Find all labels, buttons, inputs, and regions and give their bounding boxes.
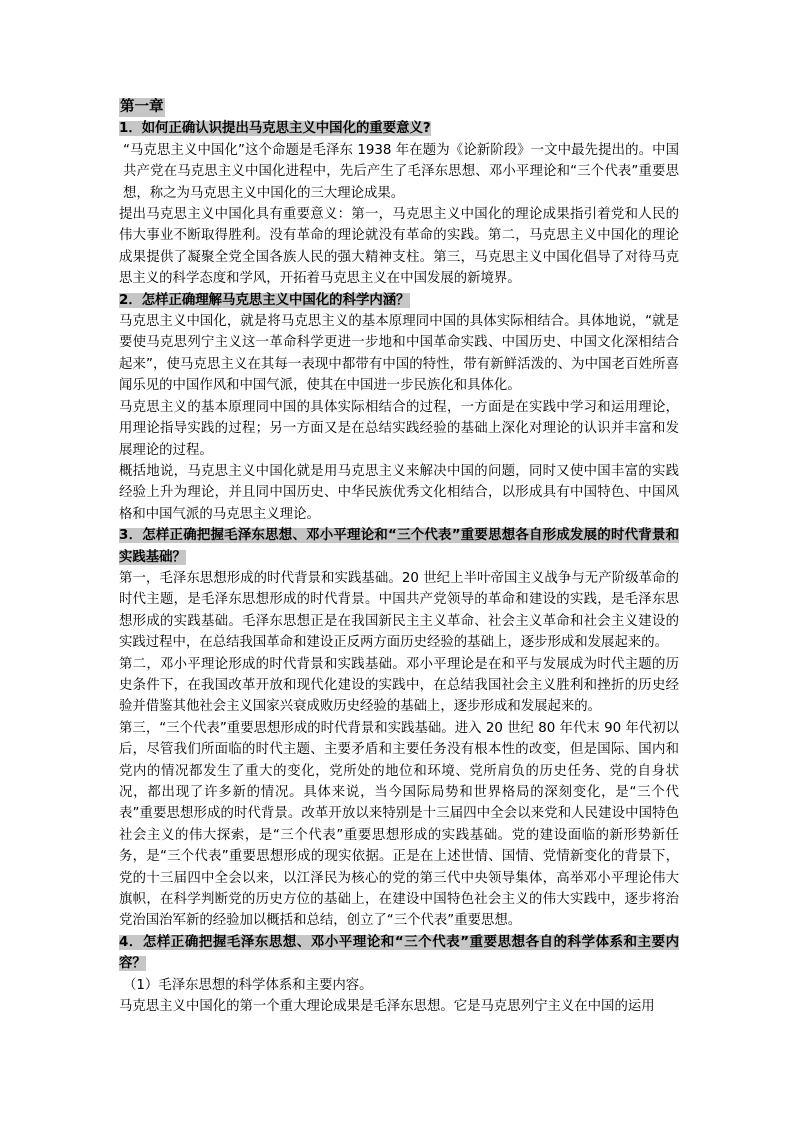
paragraph: 马克思主义中国化，就是将马克思主义的基本原理同中国的具体实际相结合。具体地说，“就是要使马克思列宁主义这一革命科学更进一步地和中国革命实践、中国历史、中国文化深相结合起来”，使马克思主义在其每一表现中都带有中国的特性，带有新鲜活泼的、为中国老百姓所喜闻乐见的中国作风和中国气派，使其在中国进一步民族化和具体化。 [119, 314, 679, 394]
paragraph: 马克思主义的基本原理同中国的具体实际相结合的过程，一方面是在实践中学习和运用理论，用理论指导实践的过程；另一方面又是在总结实践经验的基础上深化对理论的认识并丰富和发展理论的过程。 [119, 399, 679, 458]
paragraph: 第二，邓小平理论形成的时代背景和实践基础。邓小平理论是在和平与发展成为时代主题的历史条件下，在我国改革开放和现代化建设的实践中，在总结我国社会主义胜利和挫折的历史经验并借鉴其他社会主义国家兴衰成败历史经验的基础上，逐步形成和发展起来的。 [119, 656, 679, 715]
document-page [119, 97, 679, 1017]
chapter-title: 第一章 [120, 99, 164, 115]
paragraph: （1）毛泽东思想的科学体系和主要内容。 [123, 977, 373, 993]
paragraph: “马克思主义中国化”这个命题是毛泽东 1938 年在题为《论新阶段》一文中最先提出的。中国共产党在马克思主义中国化进程中，先后产生了毛泽东思想、邓小平理论和“三个代表”重要思想，称之为马克思主义中国化的三大理论成果。 [123, 142, 679, 201]
section-2 [119, 290, 679, 525]
section-3 [119, 525, 679, 932]
paragraph: 第三，“三个代表”重要思想形成的时代背景和实践基础。进入 20 世纪 80 年代末 90 年代初以后，尽管我们所面临的时代主题、主要矛盾和主要任务没有根本性的改变，但是国际、国内和党内的情况都发生了重大的变化，党所处的地位和环境、党所肩负的历史任务、党的自身状况，都出现了许多新的情况。具体来说，当今国际局势和世界格局的深刻变化，是“三个代表”重要思想形成的时代背景。改革开放以来特别是十三届四中全会以来党和人民建设中国特色社会主义的伟大探索，是“三个代表”重要思想形成的实践基础。党的建设面临的新形势新任务，是“三个代表”重要思想形成的现实依据。正是在上述世情、国情、党情新变化的背景下，党的十三届四中全会以来，以江泽民为核心的党的第三代中央领导集体，高举邓小平理论伟大旗帜，在科学判断党的历史方位的基础上，在建设中国特色社会主义的伟大实践中，逐步将治党治国治军新的经验加以概括和总结，创立了“三个代表”重要思想。 [119, 720, 679, 929]
question-heading: 4．怎样正确把握毛泽东思想、邓小平理论和“三个代表”重要思想各自的科学体系和主要内容？ [119, 934, 679, 972]
paragraph: 提出马克思主义中国化具有重要意义：第一，马克思主义中国化的理论成果指引着党和人民的伟大事业不断取得胜利。没有革命的理论就没有革命的实践。第二，马克思主义中国化的理论成果提供了凝聚全党全国各族人民的强大精神支柱。第三，马克思主义中国化倡导了对待马克思主义的科学态度和学风，开拓着马克思主义在中国发展的新境界。 [119, 207, 679, 287]
section-4 [119, 932, 679, 1018]
section-1 [119, 118, 679, 289]
question-heading: 3．怎样正确把握毛泽东思想、邓小平理论和“三个代表”重要思想各自形成发展的时代背景和实践基础？ [119, 528, 679, 565]
paragraph: 概括地说，马克思主义中国化就是用马克思主义来解决中国的问题，同时又使中国丰富的实践经验上升为理论，并且同中国历史、中华民族优秀文化相结合，以形成具有中国特色、中国风格和中国气派的马克思主义理论。 [119, 463, 679, 522]
paragraph: 马克思主义中国化的第一个重大理论成果是毛泽东思想。它是马克思列宁主义在中国的运用 [119, 999, 655, 1015]
paragraph: 第一，毛泽东思想形成的时代背景和实践基础。20 世纪上半叶帝国主义战争与无产阶级革命的时代主题，是毛泽东思想形成的时代背景。中国共产党领导的革命和建设的实践，是毛泽东思想形成的实践基础。毛泽东思想正是在我国新民主主义革命、社会主义革命和社会主义建设的实践过程中，在总结我国革命和建设正反两方面历史经验的基础上，逐步形成和发展起来的。 [119, 570, 679, 651]
question-heading: 2．怎样正确理解马克思主义中国化的科学内涵？ [119, 292, 410, 308]
question-heading: 1．如何正确认识提出马克思主义中国化的重要意义? [119, 121, 431, 137]
chapter-heading [119, 97, 679, 118]
